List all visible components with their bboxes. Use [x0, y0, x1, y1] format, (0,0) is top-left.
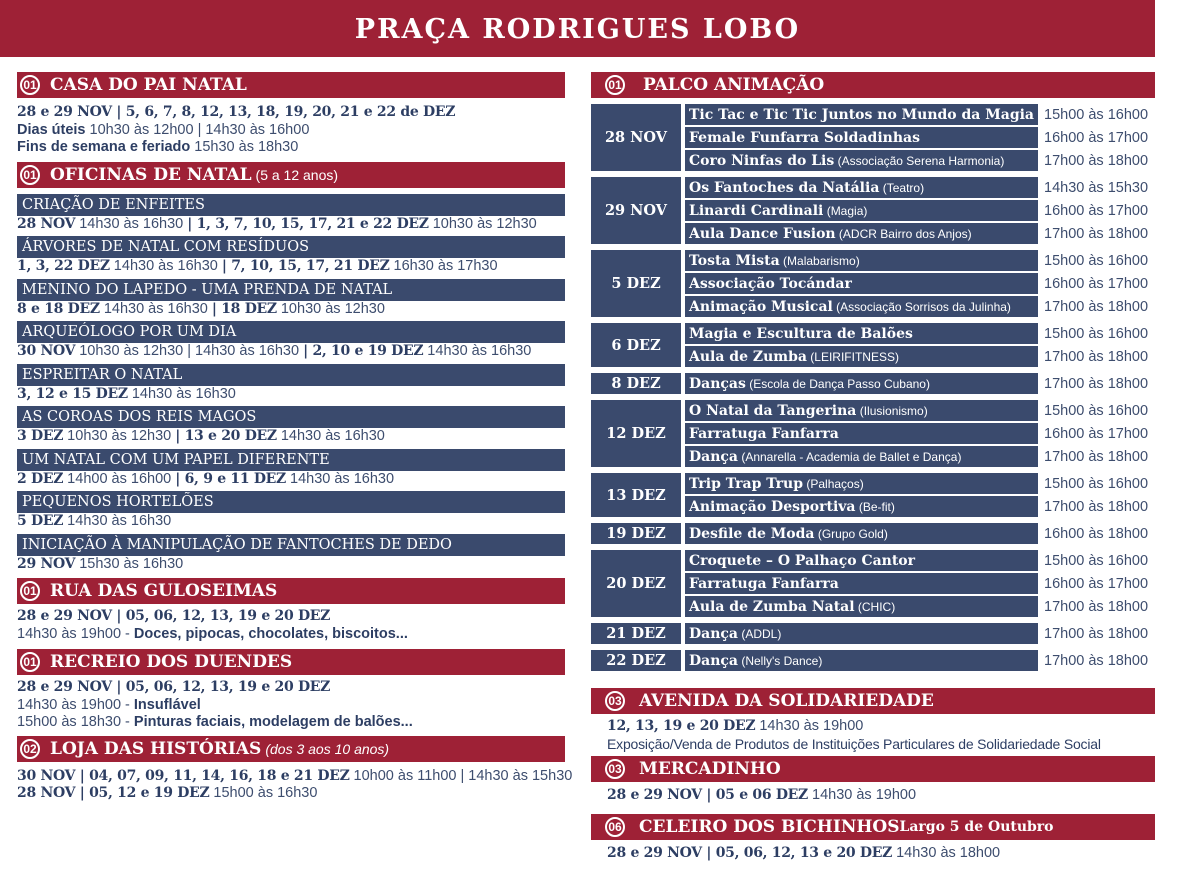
- act-organizer: (ADCR Bairro dos Anjos): [835, 227, 972, 241]
- act-title: Aula Dance Fusion: [689, 226, 836, 242]
- act-name: [685, 346, 1038, 367]
- day-group: [591, 550, 1155, 617]
- act-time: 15h00 às 16h00: [1044, 326, 1149, 342]
- act-row: [685, 523, 1155, 544]
- workshop-title: UM NATAL COM UM PAPEL DIFERENTE: [17, 449, 565, 471]
- act-title: Farratuga Fanfarra: [689, 576, 839, 592]
- recreio-detail-1: [17, 697, 565, 715]
- act-row: [685, 346, 1155, 367]
- section-subtitle: (dos 3 aos 10 anos): [265, 740, 390, 757]
- section-title: MERCADINHO: [639, 759, 781, 779]
- loja-schedule-2: [17, 785, 565, 803]
- day-label: 6 DEZ: [591, 323, 681, 367]
- act-row: [685, 423, 1155, 444]
- act-name: [685, 446, 1038, 467]
- act-title: Os Fantoches da Natália: [689, 180, 880, 196]
- act-time: 14h30 às 15h30: [1044, 180, 1149, 196]
- act-title: Magia e Escultura de Balões: [689, 326, 913, 342]
- day-label: 12 DEZ: [591, 400, 681, 467]
- workshop-schedule: [17, 301, 565, 319]
- act-row: [685, 223, 1155, 244]
- act-name: [685, 250, 1038, 271]
- act-title: O Natal da Tangerina: [689, 403, 857, 419]
- act-row: [685, 373, 1155, 394]
- description: Pinturas faciais, modelagem de balões...: [133, 714, 413, 730]
- dates: 12, 13, 19 e 20 DEZ: [607, 718, 756, 734]
- section-header-rua: [17, 578, 565, 604]
- section-title: CASA DO PAI NATAL: [50, 75, 247, 95]
- section-title: RECREIO DOS DUENDES: [50, 652, 293, 672]
- day-group: [591, 104, 1155, 171]
- dates: | 6, 9 e 11 DEZ: [175, 470, 286, 487]
- time: 15h00 às 18h30 -: [17, 714, 134, 730]
- avenida-schedule: [607, 718, 1155, 736]
- number-badge: 01: [20, 165, 40, 185]
- dates: | 13 e 20 DEZ: [175, 428, 277, 444]
- act-name: [685, 550, 1038, 571]
- workshop-schedule: [17, 471, 565, 489]
- time: 14h00 às 16h00: [63, 470, 176, 487]
- act-time: 17h00 às 18h00: [1044, 376, 1149, 392]
- workshop-schedule: [17, 343, 565, 361]
- number-badge: 01: [20, 652, 40, 672]
- description: Insuflável: [133, 696, 201, 713]
- act-name: [685, 323, 1038, 344]
- time: 14h30 às 19h00 -: [17, 696, 134, 713]
- act-title: Linardi Cardinali: [689, 203, 824, 219]
- workshop-title: ARQUEÓLOGO POR UM DIA: [17, 321, 565, 343]
- act-row: [685, 550, 1155, 571]
- act-title: Aula de Zumba: [689, 349, 807, 365]
- avenida-description: Exposição/Venda de Produtos de Instituições Particulares de Solidariedade Social: [607, 735, 1101, 752]
- act-name: [685, 373, 1038, 394]
- act-name: [685, 150, 1038, 171]
- recreio-dates: 28 e 29 NOV | 05, 06, 12, 13, 19 e 20 DEZ: [17, 679, 331, 695]
- act-title: Aula de Zumba Natal: [689, 599, 855, 615]
- act-row: [685, 623, 1155, 644]
- section-header-recreio: [17, 649, 565, 675]
- act-name: [685, 104, 1038, 125]
- act-title: Associação Tocándar: [689, 276, 852, 292]
- day-group: [591, 373, 1155, 394]
- mercadinho-schedule: [607, 787, 1155, 805]
- number-badge: 03: [605, 691, 625, 711]
- act-name: [685, 223, 1038, 244]
- act-organizer: (Magia): [823, 204, 868, 218]
- day-group: [591, 473, 1155, 517]
- act-row: [685, 273, 1155, 294]
- section-title: OFICINAS DE NATAL: [50, 164, 252, 185]
- section-location: Largo 5 de Outubro: [899, 818, 1054, 835]
- day-label: 22 DEZ: [591, 650, 681, 671]
- number-badge: 01: [20, 581, 40, 601]
- time: 10h30 às 12h30: [63, 428, 176, 444]
- act-organizer: (Be-fit): [855, 500, 895, 514]
- time: 10h30 às 12h30: [428, 215, 537, 232]
- act-title: Danças: [689, 376, 746, 392]
- number-badge: 03: [605, 759, 625, 779]
- label: Dias úteis: [17, 121, 86, 138]
- time: 14h30 às 16h30: [285, 470, 395, 487]
- number-badge: 02: [20, 739, 40, 759]
- left-column: [17, 72, 573, 803]
- act-organizer: (Palhaços): [803, 477, 864, 491]
- workshop-schedule: [17, 386, 565, 404]
- day-group: [591, 400, 1155, 467]
- act-time: 17h00 às 18h00: [1044, 299, 1149, 315]
- dates: 3 DEZ: [17, 428, 64, 444]
- day-group: [591, 623, 1155, 644]
- day-label: 21 DEZ: [591, 623, 681, 644]
- stage-schedule: [591, 104, 1155, 671]
- act-name: [685, 496, 1038, 517]
- act-organizer: (Associação Sorrisos da Julinha): [832, 300, 1011, 314]
- act-row: [685, 296, 1155, 317]
- act-time: 16h00 às 17h00: [1044, 426, 1149, 442]
- rua-details: [17, 626, 565, 644]
- act-name: [685, 177, 1038, 198]
- day-label: 20 DEZ: [591, 550, 681, 617]
- act-row: [685, 650, 1155, 671]
- act-row: [685, 200, 1155, 221]
- act-organizer: (LEIRIFITNESS): [806, 350, 899, 364]
- time: 10h30 às 12h30: [276, 300, 385, 317]
- section-header-loja: [17, 736, 565, 762]
- act-title: Farratuga Fanfarra: [689, 426, 839, 442]
- act-row: [685, 473, 1155, 494]
- dates: 2 DEZ: [17, 470, 64, 487]
- workshop-schedule: [17, 258, 565, 276]
- act-organizer: (Ilusionismo): [856, 404, 928, 418]
- time: 14h30 às 16h30: [75, 215, 188, 232]
- act-name: [685, 650, 1038, 671]
- act-time: 17h00 às 18h00: [1044, 499, 1149, 515]
- act-time: 17h00 às 18h00: [1044, 653, 1149, 669]
- act-name: [685, 127, 1038, 148]
- time: 14h30 às 19h00: [755, 718, 864, 734]
- act-name: [685, 573, 1038, 594]
- section-title: AVENIDA DA SOLIDARIEDADE: [639, 691, 934, 711]
- act-title: Animação Musical: [689, 299, 833, 315]
- act-time: 15h00 às 16h00: [1044, 476, 1149, 492]
- dates: 30 NOV: [17, 343, 76, 359]
- act-name: [685, 523, 1038, 544]
- time: 10h30 às 12h00 | 14h30 às 16h00: [85, 121, 310, 138]
- day-group: [591, 250, 1155, 317]
- act-time: 15h00 às 16h00: [1044, 253, 1149, 269]
- time: 14h30 às 16h30: [109, 258, 222, 274]
- time: 16h30 às 17h30: [389, 258, 498, 274]
- workshop-title: INICIAÇÃO À MANIPULAÇÃO DE FANTOCHES DE DEDO: [17, 534, 565, 556]
- act-name: [685, 423, 1038, 444]
- act-name: [685, 596, 1038, 617]
- act-time: 15h00 às 16h00: [1044, 553, 1149, 569]
- dates: 28 e 29 NOV | 05 e 06 DEZ: [607, 787, 808, 803]
- act-title: Trip Trap Trup: [689, 476, 804, 492]
- act-time: 17h00 às 18h00: [1044, 449, 1149, 465]
- day-label: 5 DEZ: [591, 250, 681, 317]
- act-organizer: (Associação Serena Harmonia): [834, 154, 1005, 168]
- day-label: 29 NOV: [591, 177, 681, 244]
- time: 15h30 às 18h30: [190, 139, 299, 155]
- act-title: Croquete – O Palhaço Cantor: [689, 553, 916, 569]
- workshop-schedule: [17, 216, 565, 234]
- act-row: [685, 104, 1155, 125]
- act-time: 15h00 às 16h00: [1044, 403, 1149, 419]
- dates: | 7, 10, 15, 17, 21 DEZ: [221, 258, 390, 274]
- time: 14h30 às 16h30: [63, 513, 172, 529]
- rua-dates: 28 e 29 NOV | 05, 06, 12, 13, 19 e 20 DEZ: [17, 608, 331, 624]
- act-row: [685, 127, 1155, 148]
- workshop-schedule: [17, 513, 565, 531]
- workshop-title: AS COROAS DOS REIS MAGOS: [17, 406, 565, 428]
- act-title: Dança: [689, 653, 738, 669]
- act-title: Dança: [689, 626, 738, 642]
- dates: 29 NOV: [17, 555, 76, 572]
- dates: 5 DEZ: [17, 513, 64, 529]
- section-subtitle: (5 a 12 anos): [255, 166, 339, 183]
- act-title: Dança: [689, 449, 738, 465]
- dates: 30 NOV | 04, 07, 09, 11, 14, 16, 18 e 21 DEZ: [17, 767, 350, 784]
- act-row: [685, 323, 1155, 344]
- workshop-title: ESPREITAR O NATAL: [17, 364, 565, 386]
- dates: 8 e 18 DEZ: [17, 300, 100, 317]
- time: 14h30 às 16h30: [99, 300, 212, 317]
- act-time: 16h00 às 17h00: [1044, 130, 1149, 146]
- time: 10h00 às 11h00 | 14h30 às 15h30: [349, 767, 573, 784]
- act-organizer: (Annarella - Academia de Ballet e Dança): [738, 450, 962, 464]
- act-row: [685, 150, 1155, 171]
- act-title: Desfile de Moda: [689, 526, 815, 542]
- act-row: [685, 250, 1155, 271]
- day-label: 8 DEZ: [591, 373, 681, 394]
- recreio-detail-2: [17, 714, 565, 732]
- act-name: [685, 273, 1038, 294]
- time: 15h30 às 16h30: [75, 555, 184, 572]
- act-organizer: (Escola de Dança Passo Cubano): [745, 377, 930, 391]
- act-title: Female Funfarra Soldadinhas: [689, 130, 920, 146]
- dates: 28 NOV | 05, 12 e 19 DEZ: [17, 785, 210, 801]
- number-badge: 01: [605, 75, 625, 95]
- act-organizer: (Malabarismo): [779, 254, 860, 268]
- act-organizer: (Grupo Gold): [814, 527, 888, 541]
- section-title: PALCO ANIMAÇÃO: [643, 75, 825, 95]
- act-row: [685, 496, 1155, 517]
- workshops-list: [17, 194, 565, 574]
- number-badge: 01: [20, 75, 40, 95]
- act-time: 17h00 às 18h00: [1044, 626, 1149, 642]
- dates: | 18 DEZ: [211, 300, 277, 317]
- act-time: 17h00 às 18h00: [1044, 226, 1149, 242]
- act-time: 16h00 às 17h00: [1044, 276, 1149, 292]
- act-title: Animação Desportiva: [689, 499, 856, 515]
- act-name: [685, 200, 1038, 221]
- act-time: 16h00 às 17h00: [1044, 576, 1149, 592]
- time: 14h30 às 16h30: [423, 343, 532, 359]
- act-name: [685, 473, 1038, 494]
- dates: 28 NOV: [17, 215, 76, 232]
- day-group: [591, 523, 1155, 544]
- section-title: LOJA DAS HISTÓRIAS: [50, 738, 262, 759]
- act-name: [685, 623, 1038, 644]
- act-name: [685, 296, 1038, 317]
- act-organizer: (Teatro): [879, 181, 925, 195]
- section-header-palco: [591, 72, 1155, 98]
- right-column: [591, 72, 1155, 862]
- act-time: 17h00 às 18h00: [1044, 599, 1149, 615]
- dates: 1, 3, 22 DEZ: [17, 258, 110, 274]
- time: 14h30 às 19h00: [807, 787, 917, 803]
- act-title: Tic Tac e Tic Tic Juntos no Mundo da Magia: [689, 107, 1035, 123]
- act-organizer: (Nelly's Dance): [738, 654, 823, 668]
- workshop-title: ÁRVORES DE NATAL COM RESÍDUOS: [17, 236, 565, 258]
- section-title: CELEIRO DOS BICHINHOS: [639, 816, 900, 837]
- act-title: Coro Ninfas do Lis: [689, 153, 835, 169]
- dates: | 2, 10 e 19 DEZ: [303, 343, 424, 359]
- celeiro-schedule: [607, 845, 1155, 863]
- casa-weekends: [17, 139, 565, 157]
- day-group: [591, 177, 1155, 244]
- section-header-casa: [17, 72, 565, 98]
- description: Doces, pipocas, chocolates, biscoitos...: [133, 625, 408, 642]
- section-header-oficinas: [17, 162, 565, 188]
- section-header-celeiro: [591, 814, 1155, 840]
- act-time: 15h00 às 16h00: [1044, 107, 1149, 123]
- workshop-schedule: [17, 428, 565, 446]
- day-label: 28 NOV: [591, 104, 681, 171]
- act-time: 17h00 às 18h00: [1044, 349, 1149, 365]
- workshop-title: PEQUENOS HORTELÕES: [17, 491, 565, 513]
- section-header-avenida: [591, 688, 1155, 714]
- act-time: 16h00 às 18h00: [1044, 526, 1149, 542]
- act-name: [685, 400, 1038, 421]
- casa-dates: 28 e 29 NOV | 5, 6, 7, 8, 12, 13, 18, 19, 20, 21 e 22 de DEZ: [17, 104, 456, 120]
- workshop-title: CRIAÇÃO DE ENFEITES: [17, 194, 565, 216]
- time: 10h30 às 12h30 | 14h30 às 16h30: [75, 343, 304, 359]
- day-group: [591, 650, 1155, 671]
- time: 14h30 às 18h00: [892, 844, 1001, 861]
- act-time: 16h00 às 17h00: [1044, 203, 1149, 219]
- section-header-mercadinho: [591, 756, 1155, 782]
- act-organizer: (CHIC): [854, 600, 896, 614]
- act-row: [685, 177, 1155, 198]
- dates: 3, 12 e 15 DEZ: [17, 385, 128, 402]
- act-row: [685, 573, 1155, 594]
- section-title: RUA DAS GULOSEIMAS: [50, 581, 278, 601]
- label: Fins de semana e feriado: [17, 139, 191, 155]
- act-row: [685, 400, 1155, 421]
- casa-weekdays: [17, 122, 565, 140]
- act-time: 17h00 às 18h00: [1044, 153, 1149, 169]
- day-label: 13 DEZ: [591, 473, 681, 517]
- dates: 28 e 29 NOV | 05, 06, 12, 13 e 20 DEZ: [607, 844, 893, 861]
- loja-schedule-1: [17, 767, 573, 786]
- day-group: [591, 323, 1155, 367]
- act-row: [685, 596, 1155, 617]
- workshop-schedule: [17, 556, 565, 574]
- day-label: 19 DEZ: [591, 523, 681, 544]
- time: 14h30 às 16h30: [276, 428, 385, 444]
- number-badge: 06: [605, 817, 625, 837]
- time: 14h30 às 16h30: [127, 385, 236, 402]
- dates: | 1, 3, 7, 10, 15, 17, 21 e 22 DEZ: [187, 215, 429, 232]
- workshop-title: MENINO DO LAPEDO - UMA PRENDA DE NATAL: [17, 279, 565, 301]
- act-organizer: (ADDL): [738, 627, 782, 641]
- page-title: PRAÇA RODRIGUES LOBO: [0, 0, 1155, 57]
- act-title: Tosta Mista: [689, 253, 780, 269]
- act-row: [685, 446, 1155, 467]
- time: 14h30 às 19h00 -: [17, 625, 134, 642]
- time: 15h00 às 16h30: [209, 785, 318, 801]
